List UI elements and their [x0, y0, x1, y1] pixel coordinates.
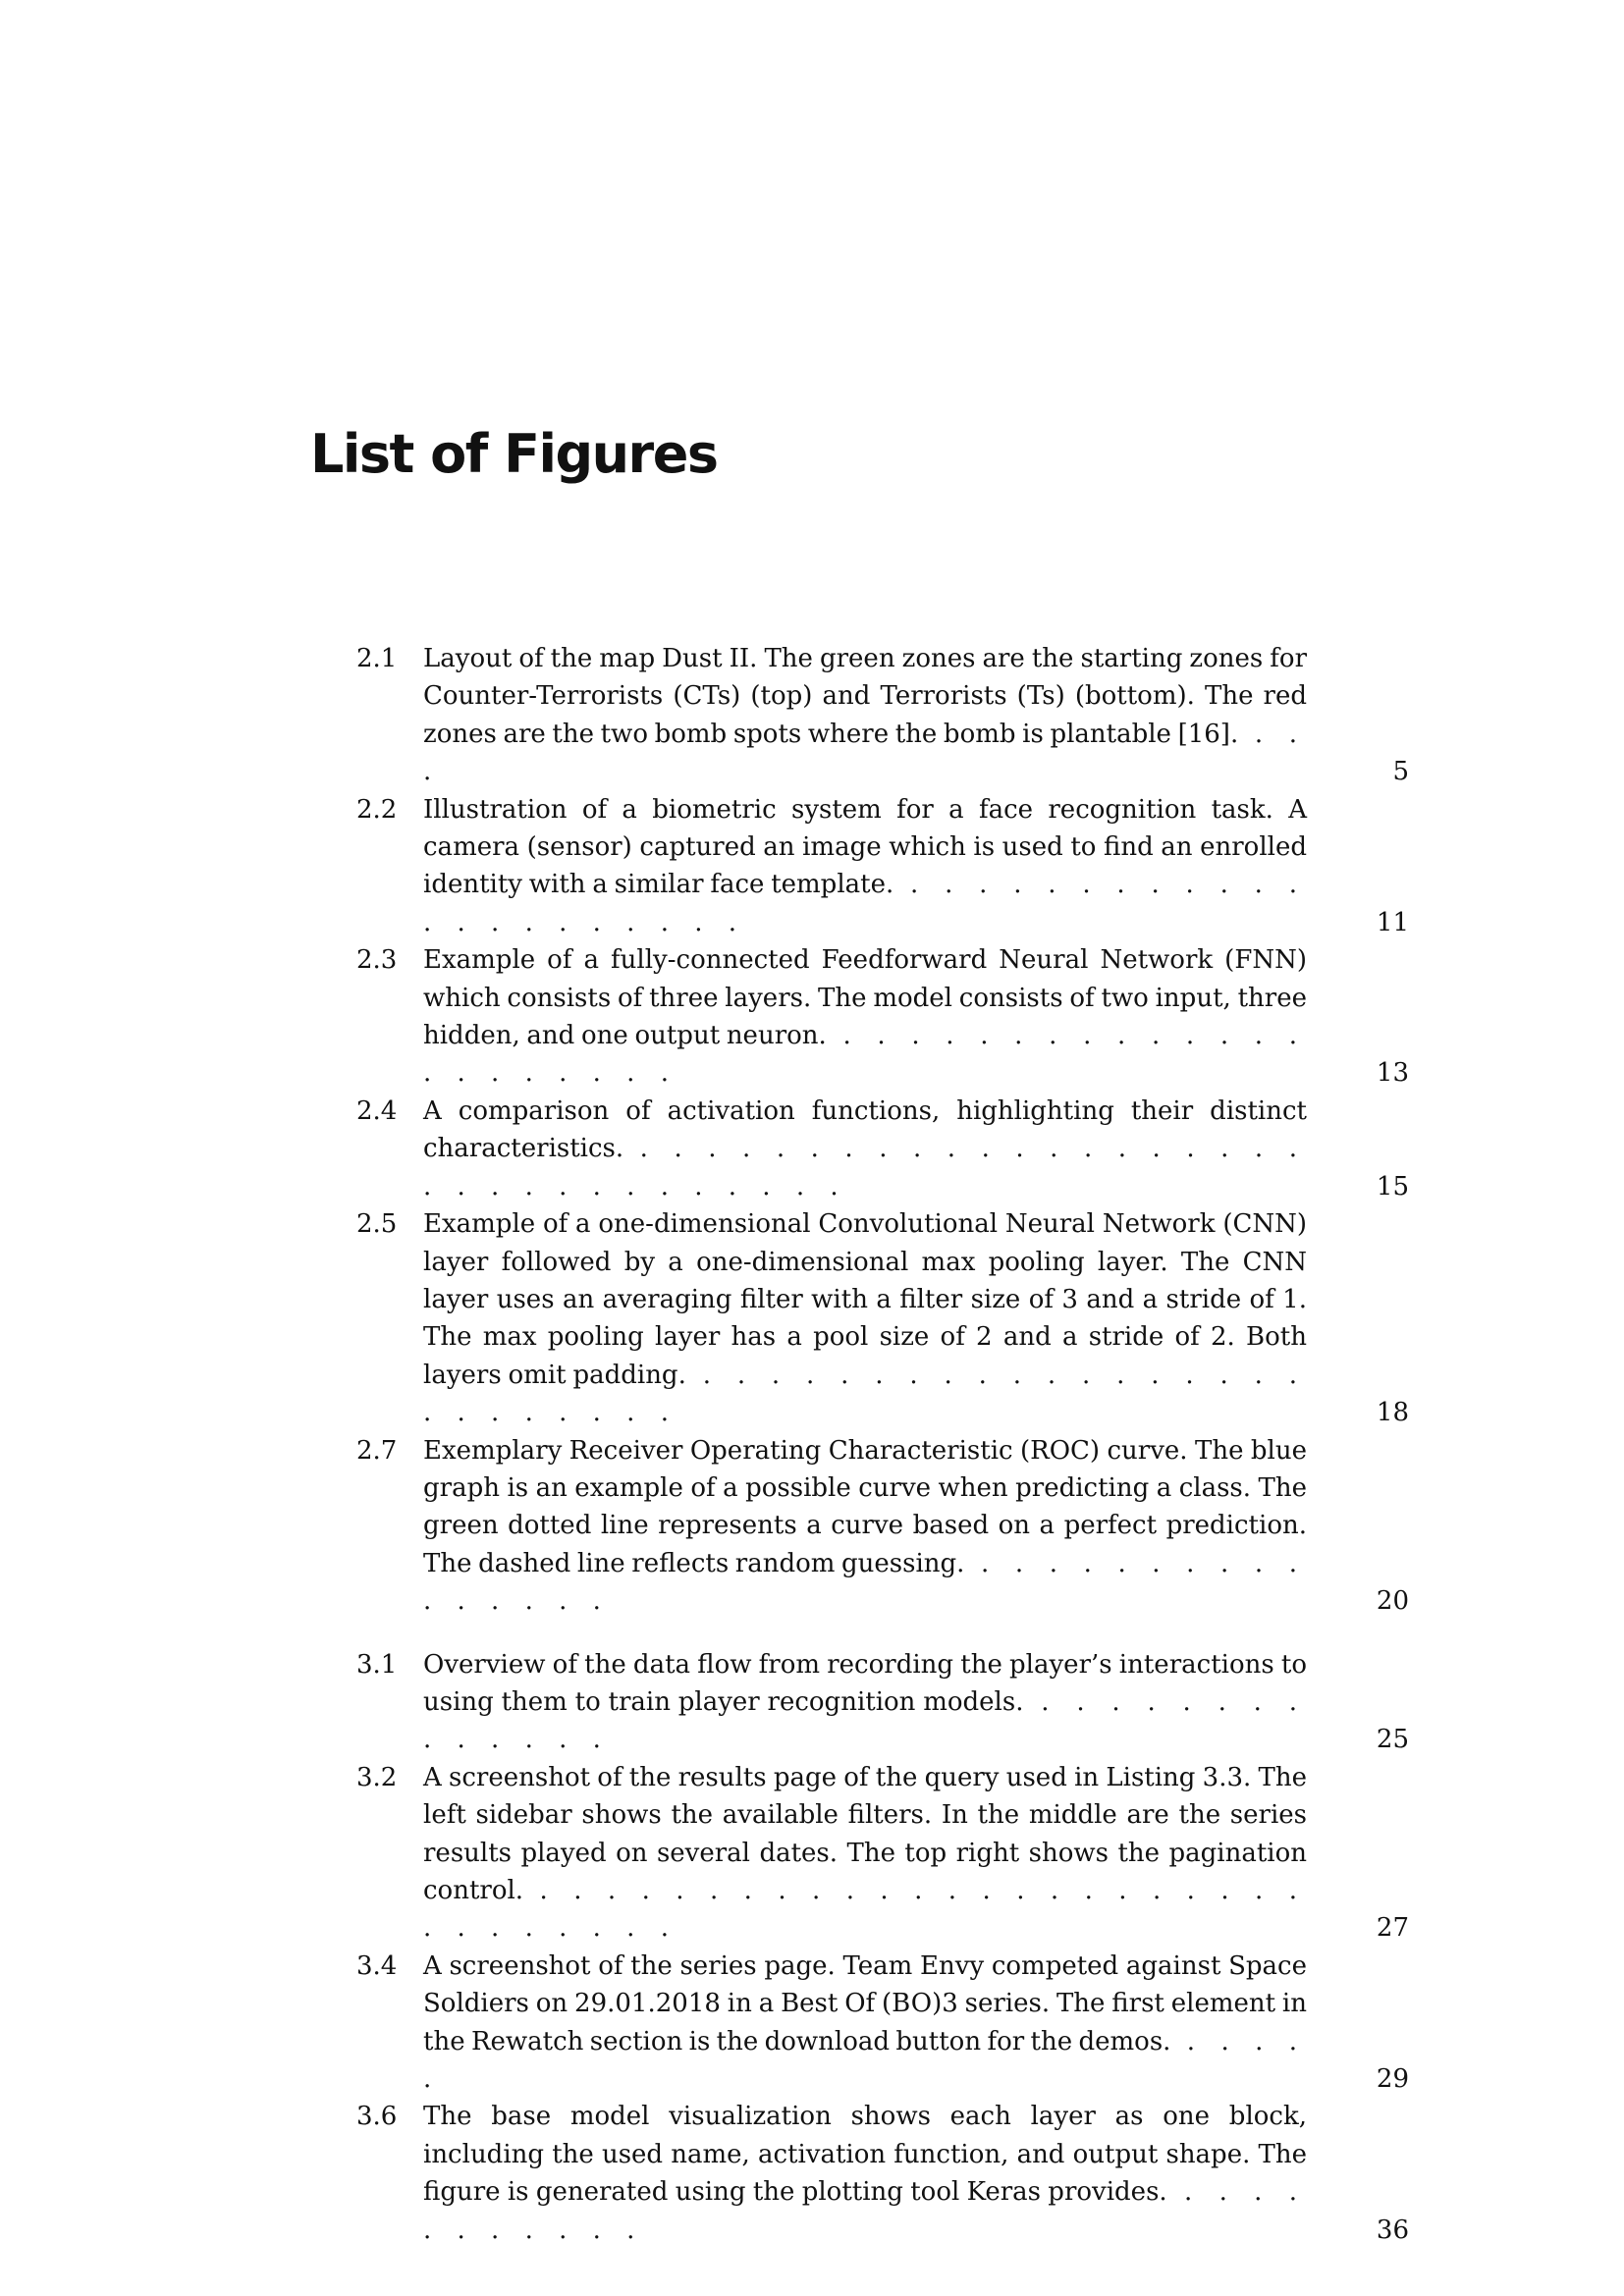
figure-caption: Example of a fully-connected Feedforward Neural Network (FNN) which consists of three layers. The model consists of two input, three hidden, and one output neuron. [423, 945, 1307, 1051]
dot-leaders: . . . . . . . . . . . . . . [423, 1686, 1307, 1755]
dot-leaders: . . . . . . . . . . . . . . . . . . . . . . [423, 870, 1307, 937]
figure-caption: Exemplary Receiver Operating Characteristic (ROC) curve. The blue graph is an example of a possible curve when predicting a class. The green dotted line represents a curve based on a perfect prediction. The dashed line reflects random guessing. [423, 1435, 1307, 1578]
dot-leaders: . . . . . . . . . . . . . . . . [423, 1548, 1307, 1617]
figure-entry-2-3[interactable] [349, 941, 1409, 1093]
figure-number: 3.6 [356, 2102, 398, 2132]
figure-number: 2.4 [356, 1095, 398, 1126]
figure-number: 2.5 [356, 1209, 398, 1240]
chapter-2-group [349, 640, 1409, 1621]
page-title: List of Figures [310, 423, 718, 485]
figure-caption-block [423, 1646, 1307, 1759]
figure-number: 2.1 [356, 644, 398, 673]
figure-caption: A comparison of activation functions, highlighting their distinct characteristics. [423, 1095, 1307, 1164]
figure-page-number: 27 [1376, 1913, 1409, 1944]
dot-leaders: . . . . . . . . . . . . . . . . . . . . . . . . . . . . . . . [423, 1876, 1307, 1944]
figure-number: 3.2 [356, 1762, 398, 1792]
figure-caption: A screenshot of the series page. Team Envy competed against Space Soldiers on 29.01.2018 in a Best Of (BO)3 series. The first element in the Rewatch section is the download button for the demos. [423, 1950, 1307, 2056]
figure-caption-block [423, 1205, 1307, 1431]
chapter-3-group [349, 1646, 1409, 2250]
figure-entry-2-1[interactable] [349, 640, 1409, 791]
figure-page-number: 13 [1376, 1058, 1409, 1089]
figure-entry-2-7[interactable] [349, 1432, 1409, 1621]
figure-number: 3.1 [356, 1649, 398, 1680]
figure-number: 2.2 [356, 794, 398, 825]
figure-caption: Overview of the data flow from recording the player’s interactions to using them to train player recognition models. [423, 1649, 1307, 1717]
figure-number: 3.4 [356, 1950, 398, 1981]
dot-leaders: . . . [423, 719, 1308, 787]
dot-leaders: . . . . . . . . . . . [423, 2177, 1307, 2245]
figure-page-number: 36 [1376, 2215, 1409, 2245]
figure-page-number: 18 [1376, 1398, 1409, 1428]
figure-caption-block [423, 1948, 1307, 2099]
figure-caption: Layout of the map Dust II. The green zones are the starting zones for Counter-Terrorists (CTs) (top) and Terrorists (Ts) (bottom). The red zones are the two bomb spots where the bomb is plantable [16]. [423, 644, 1307, 749]
figure-caption-block [423, 791, 1307, 942]
dot-leaders: . . . . . . . . . . . . . . . . . . . . . . [423, 1021, 1307, 1089]
list-of-figures [349, 640, 1409, 2249]
chapter-separator [349, 1621, 1409, 1646]
dot-leaders: . . . . . [423, 2026, 1307, 2095]
figure-entry-3-1[interactable] [349, 1646, 1409, 1759]
figure-caption: Illustration of a biometric system for a face recognition task. A camera (sensor) captured an image which is used to find an enrolled identity with a similar face template. [423, 794, 1307, 900]
figure-entry-3-6[interactable] [349, 2098, 1409, 2249]
figure-caption-block [423, 1093, 1307, 1205]
figure-caption-block [423, 2098, 1307, 2249]
figure-page-number: 5 [1392, 757, 1409, 787]
figure-caption: Example of a one-dimensional Convolutional Neural Network (CNN) layer followed by a one-dimensional max pooling layer. The CNN layer uses an averaging filter with a filter size of 3 and a stride of 1. The max pooling layer has a pool size of 2 and a stride of 2. Both layers omit padding. [423, 1209, 1307, 1390]
figure-caption-block [423, 1432, 1307, 1621]
figure-entry-2-4[interactable] [349, 1093, 1409, 1205]
figure-page-number: 11 [1376, 907, 1409, 937]
figure-entry-2-5[interactable] [349, 1205, 1409, 1431]
figure-caption-block [423, 941, 1307, 1093]
figure-entry-3-4[interactable] [349, 1948, 1409, 2099]
figure-number: 2.3 [356, 945, 398, 976]
figure-caption-block [423, 1759, 1307, 1948]
figure-entry-2-2[interactable] [349, 791, 1409, 942]
figure-caption-block [423, 640, 1307, 791]
figure-entry-3-2[interactable] [349, 1759, 1409, 1948]
dot-leaders: . . . . . . . . . . . . . . . . . . . . . . . . . . . . . . . . . [423, 1134, 1307, 1201]
figure-caption: A screenshot of the results page of the query used in Listing 3.3. The left sidebar shows the available filters. In the middle are the series results played on several dates. The top right shows the pagination control. [423, 1762, 1307, 1905]
figure-page-number: 20 [1376, 1586, 1409, 1617]
figure-page-number: 15 [1376, 1171, 1409, 1201]
figure-number: 2.7 [356, 1435, 398, 1466]
figure-page-number: 25 [1376, 1725, 1409, 1755]
figure-page-number: 29 [1376, 2064, 1409, 2095]
figure-caption: The base model visualization shows each layer as one block, including the used name, activation function, and output shape. The figure is generated using the plotting tool Keras provides. [423, 2102, 1307, 2208]
dot-leaders: . . . . . . . . . . . . . . . . . . . . . . . . . . [423, 1360, 1307, 1428]
